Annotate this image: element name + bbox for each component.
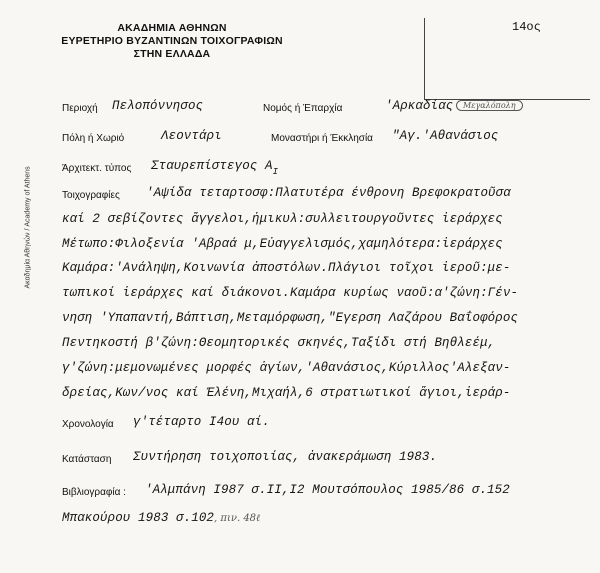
town-label: Πόλη ή Χωριό xyxy=(62,133,125,144)
murals-line: γ'ζώνη:μεμονωμένες μορφές ἁγίων,'Αθανάσιος,Κύριλλος'Αλεξαν- xyxy=(62,361,511,375)
arch-label-wrap xyxy=(62,160,131,175)
arch-value: Σταυρεπίστεγος Α xyxy=(151,159,273,173)
chronology-label: Χρονολογία xyxy=(62,419,114,430)
card-header xyxy=(57,22,287,61)
biblio-label-wrap xyxy=(62,484,126,499)
murals-line: τωπικοί ἱεράρχες καί διάκονοι.Καμάρα κυρίως ναοῦ:α'ζώνη:Γέν- xyxy=(62,286,519,300)
murals-line-7-wrap xyxy=(62,360,510,375)
region-label: Περιοχή xyxy=(62,103,98,114)
biblio-value-2: Μπακούρου 1983 σ.102 xyxy=(62,511,215,525)
murals-label-wrap xyxy=(62,187,120,202)
region-value: Πελοπόννησος xyxy=(112,99,204,113)
prefecture-value-wrap xyxy=(385,98,453,113)
header-line-1: ΑΚΑΔΗΜΙΑ ΑΘΗΝΩΝ xyxy=(117,22,227,34)
murals-line-2-wrap xyxy=(62,236,503,251)
murals-line-8-wrap xyxy=(62,385,510,400)
monastery-value-wrap xyxy=(392,128,498,143)
state-label-wrap xyxy=(62,451,111,466)
biblio-handwritten-note: , πιν. 48ℓ xyxy=(214,513,261,524)
arch-subscript: I xyxy=(272,167,279,177)
murals-line-6-wrap xyxy=(62,335,495,350)
biblio-value-2-wrap xyxy=(62,510,260,525)
chronology-value-wrap xyxy=(133,414,270,429)
prefecture-note-wrap xyxy=(456,97,523,112)
header-line-2: ΕΥΡΕΤΗΡΙΟ ΒΥΖΑΝΤΙΝΩΝ ΤΟΙΧΟΓΡΑΦΙΩΝ xyxy=(61,35,283,47)
region-row xyxy=(62,100,98,115)
side-label-text: Ακαδημία Αθηνών / Academy of Athens xyxy=(24,166,32,289)
arch-value-wrap xyxy=(151,158,279,177)
murals-line: 'Αψίδα τεταρτοσφ:Πλατυτέρα ένθρονη Βρεφοκρατοῦσα xyxy=(146,186,511,200)
side-label xyxy=(18,110,30,310)
reference-box xyxy=(424,18,590,100)
prefecture-value: 'Αρκαδίας xyxy=(385,99,454,113)
murals-line-0-wrap xyxy=(146,185,511,200)
prefecture-label: Νομός ή Έπαρχία xyxy=(263,103,343,114)
header-line-3: ΣΤΗΝ ΕΛΛΑΔΑ xyxy=(133,48,211,60)
state-label: Κατάσταση xyxy=(62,454,112,465)
state-value: Συντήρηση τοιχοποιίας, ἀνακεράμωση 1983. xyxy=(133,450,438,464)
town-value-wrap xyxy=(161,128,222,143)
monastery-label-wrap xyxy=(271,130,373,145)
monastery-label: Μοναστήρι ή Έκκλησία xyxy=(271,133,373,144)
biblio-value-1-wrap xyxy=(145,482,510,497)
murals-line-3-wrap xyxy=(62,260,510,275)
biblio-value-1: 'Αλμπάνη Ι987 σ.ΙΙ,Ι2 Μουτσόπουλος 1985/86 σ.152 xyxy=(145,483,510,497)
prefecture-handwritten-note: Μεγαλόπολη xyxy=(456,100,523,111)
state-value-wrap xyxy=(133,449,437,464)
card-number: 14ος xyxy=(512,20,541,34)
prefecture-label-wrap xyxy=(263,100,342,115)
arch-label: Άρχιτεκτ. τύπος xyxy=(62,163,132,174)
town-label-wrap xyxy=(62,130,124,145)
murals-line: νηση 'Υπαπαντή,Βάπτιση,Μεταμόρφωση,"Εγερση Λαζάρου Βαΐοφόρος xyxy=(62,311,519,325)
chronology-label-wrap xyxy=(62,416,114,431)
murals-line: καί 2 σεβίζοντες ἄγγελοι,ἡμικυλ:συλλειτουργοῦντες ἱεράρχες xyxy=(62,212,503,226)
biblio-label: Βιβλιογραφία : xyxy=(62,487,126,498)
region-value-wrap xyxy=(112,98,203,113)
town-value: Λεοντάρι xyxy=(161,129,222,143)
murals-line: Πεντηκοστή β'ζώνη:Θεομητορικές σκηνές,Ταξίδι στή Βηθλεέμ, xyxy=(62,336,496,350)
monastery-value: "Αγ.'Αθανάσιος xyxy=(392,129,499,143)
murals-line: Μέτωπο:Φιλοξενία 'Αβραά μ,Εὐαγγελισμός,χαμηλότερα:ἱεράρχες xyxy=(62,237,503,251)
chronology-value: γ'τέταρτο Ι4ου αί. xyxy=(133,415,270,429)
murals-line-5-wrap xyxy=(62,310,518,325)
murals-label: Τοιχογραφίες xyxy=(62,190,120,201)
murals-line: Καμάρα:'Ανάληψη,Κοινωνία ἀποστόλων.Πλάγιοι τοῖχοι ἱεροῦ:με- xyxy=(62,261,511,275)
murals-line-4-wrap xyxy=(62,285,518,300)
murals-line: δρείας,Κων/νος καί Έλένη,Μιχαήλ,6 στρατιωτικοί ἅγιοι,ἱεράρ- xyxy=(62,386,511,400)
murals-line-1-wrap xyxy=(62,211,503,226)
